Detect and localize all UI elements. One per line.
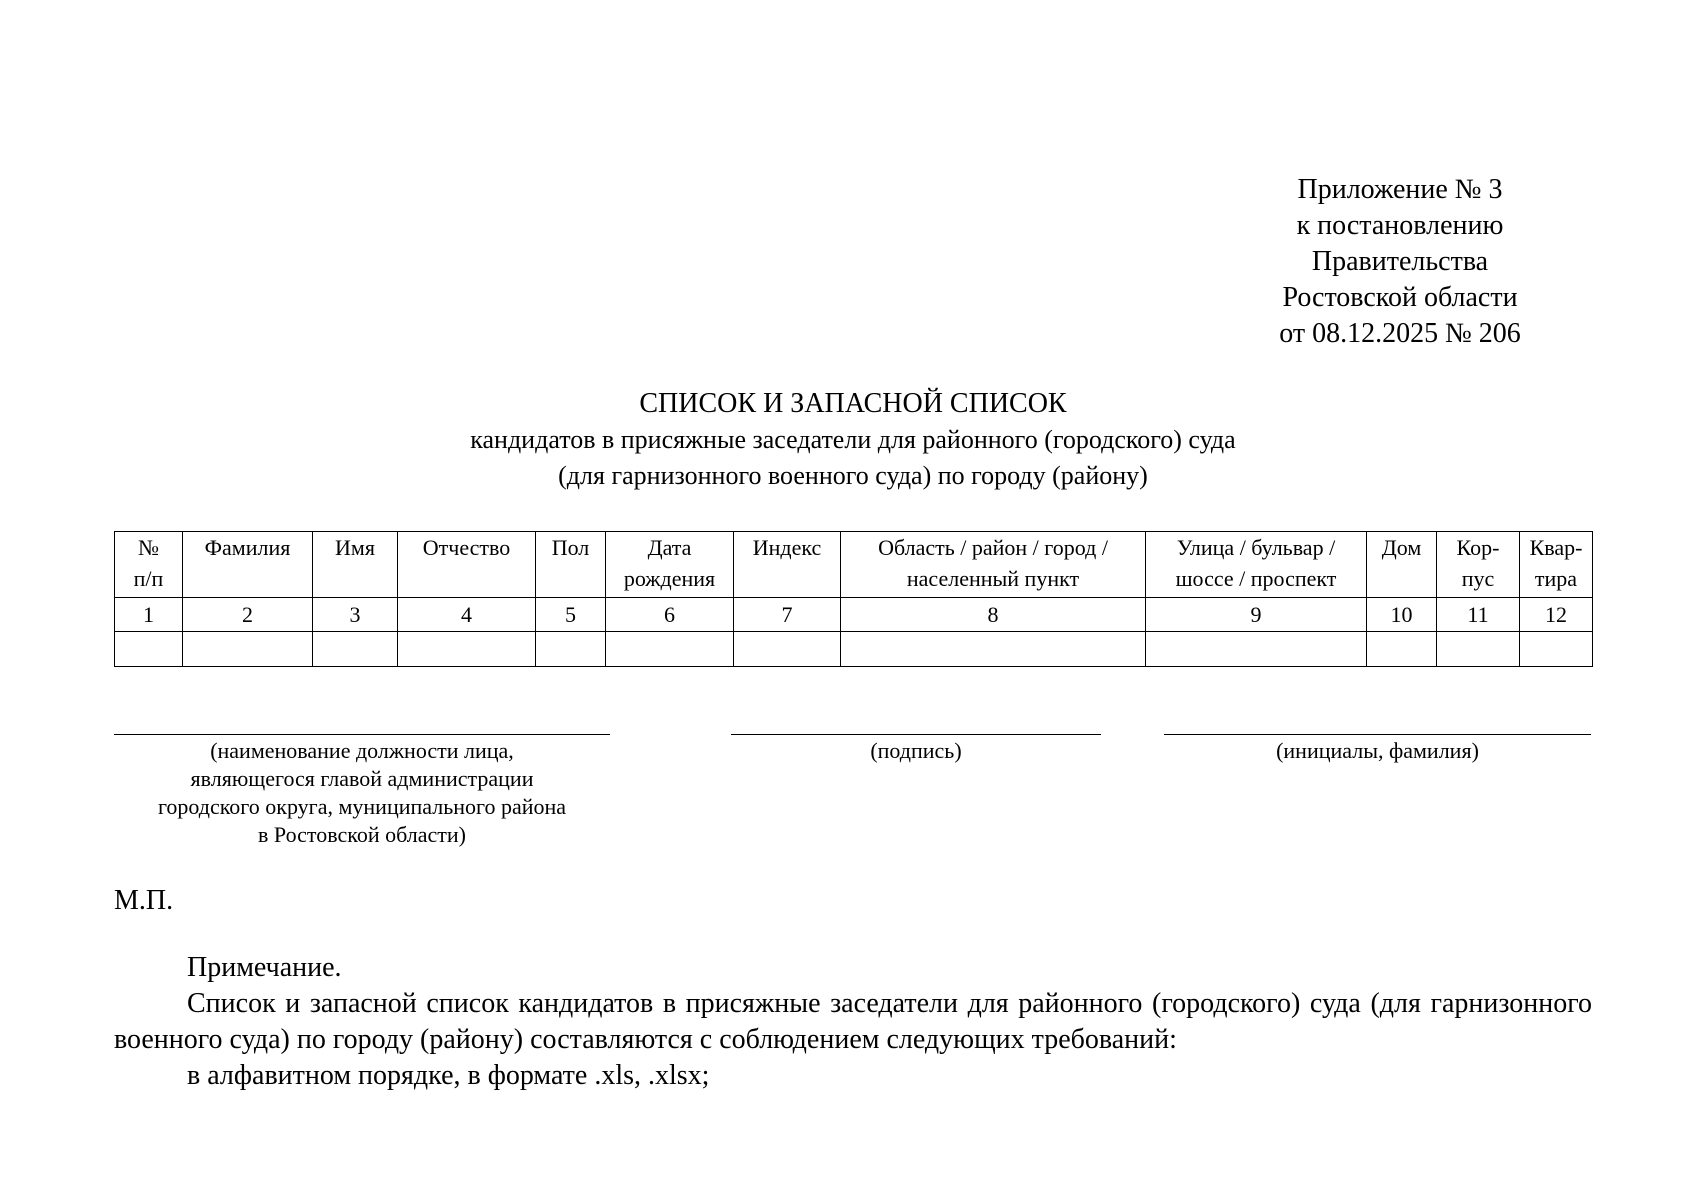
header-cell: Область / район / город / населенный пункт xyxy=(841,532,1146,598)
table-cell xyxy=(1520,632,1593,667)
table-cell xyxy=(841,632,1146,667)
table-cell xyxy=(1367,632,1437,667)
note-paragraph: Список и запасной список кандидатов в присяжные заседатели для районного (городского) суда (для гарнизонного военного суда) по городу (району) составляются с соблюдением следующих требований: xyxy=(114,988,1592,1055)
table-cell xyxy=(1146,632,1367,667)
appendix-line-5: от 08.12.2025 № 206 xyxy=(1279,318,1521,349)
table-row-empty xyxy=(115,632,1593,667)
column-number-cell: 1 xyxy=(115,598,183,632)
table-cell xyxy=(606,632,734,667)
column-number-cell: 2 xyxy=(183,598,313,632)
table-cell xyxy=(536,632,606,667)
column-number-cell: 9 xyxy=(1146,598,1367,632)
header-cell: Улица / бульвар / шоссе / проспект xyxy=(1146,532,1367,598)
position-caption-line: в Ростовской области) xyxy=(258,822,466,847)
table-cell xyxy=(734,632,841,667)
position-caption xyxy=(114,737,610,849)
header-cell: Дом xyxy=(1367,532,1437,598)
position-caption-line: (наименование должности лица, xyxy=(210,738,514,763)
header-cell: Фамилия xyxy=(183,532,313,598)
name-caption: (инициалы, фамилия) xyxy=(1276,738,1479,763)
table-cell xyxy=(313,632,398,667)
position-signature-line xyxy=(114,734,610,735)
header-cell: Имя xyxy=(313,532,398,598)
appendix-line-3: Правительства xyxy=(1311,246,1489,277)
table-cell xyxy=(115,632,183,667)
table-cell xyxy=(1437,632,1520,667)
title-line-1: СПИСОК И ЗАПАСНОЙ СПИСОК xyxy=(639,388,1067,419)
column-number-cell: 3 xyxy=(313,598,398,632)
position-caption-line: являющегося главой администрации xyxy=(190,766,534,791)
note-section xyxy=(114,950,1592,1094)
title-line-2: кандидатов в присяжные заседатели для районного (городского) суда xyxy=(470,425,1236,454)
candidates-table xyxy=(114,531,1593,667)
column-number-cell: 12 xyxy=(1520,598,1593,632)
header-cell: Пол xyxy=(536,532,606,598)
table-header-row xyxy=(115,532,1593,598)
appendix-line-4: Ростовской области xyxy=(1282,282,1518,313)
header-cell: Кор- пус xyxy=(1437,532,1520,598)
header-cell: Квар- тира xyxy=(1520,532,1593,598)
position-caption-line: городского округа, муниципального района xyxy=(157,794,567,819)
header-cell: № п/п xyxy=(115,532,183,598)
sign-caption: (подпись) xyxy=(870,738,962,763)
note-item: в алфавитном порядке, в формате .xls, .xlsx; xyxy=(187,1060,710,1091)
appendix-line-2: к постановлению xyxy=(1296,210,1504,241)
column-number-cell: 10 xyxy=(1367,598,1437,632)
appendix-line-1: Приложение № 3 xyxy=(1297,174,1503,205)
sign-signature-line xyxy=(731,734,1101,735)
column-number-cell: 11 xyxy=(1437,598,1520,632)
column-number-cell: 5 xyxy=(536,598,606,632)
column-number-cell: 7 xyxy=(734,598,841,632)
stamp-place-label: М.П. xyxy=(114,885,174,916)
column-number-cell: 8 xyxy=(841,598,1146,632)
column-number-cell: 6 xyxy=(606,598,734,632)
document-title xyxy=(114,386,1592,494)
table-cell xyxy=(183,632,313,667)
column-number-cell: 4 xyxy=(398,598,536,632)
appendix-header xyxy=(1240,172,1560,352)
header-cell: Индекс xyxy=(734,532,841,598)
header-cell: Дата рождения xyxy=(606,532,734,598)
title-line-3: (для гарнизонного военного суда) по городу (району) xyxy=(558,461,1148,490)
name-signature-line xyxy=(1164,734,1591,735)
table-cell xyxy=(398,632,536,667)
header-cell: Отчество xyxy=(398,532,536,598)
column-number-row xyxy=(115,598,1593,632)
note-heading: Примечание. xyxy=(187,952,342,983)
